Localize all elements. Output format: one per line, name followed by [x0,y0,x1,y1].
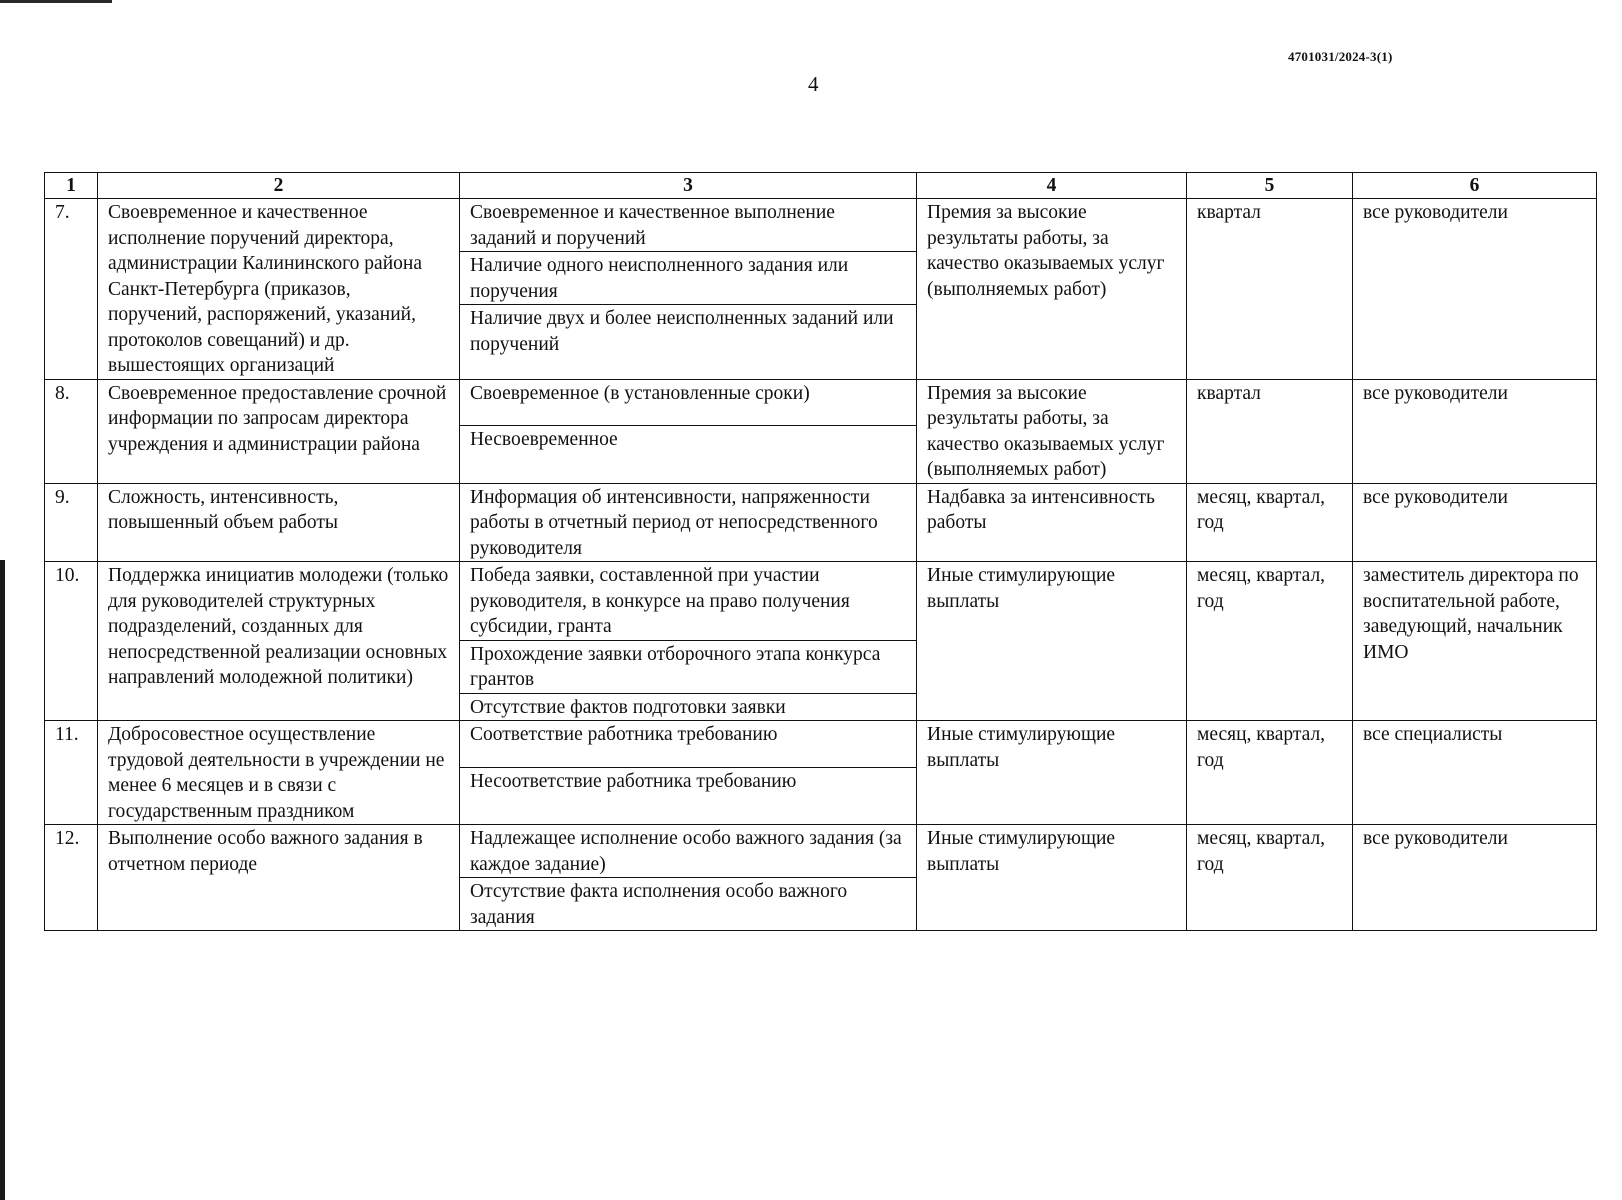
table-row [45,721,1597,825]
criterion-cell: Сложность, интенсивность, повышенный объем работы [98,483,460,562]
criterion-cell: Поддержка инициатив молодежи (только для руководителей структурных подразделений, созданных для непосредственной реализации основных направлений молодежной политики) [98,562,460,721]
row-number: 11. [45,721,98,825]
period-cell: квартал [1187,379,1353,483]
row-number: 9. [45,483,98,562]
table-row [45,562,1597,721]
recipients-cell: все руководители [1353,483,1597,562]
condition-item: Информация об интенсивности, напряженности работы в отчетный период от непосредственного руководителя [460,483,917,562]
period-cell: месяц, квартал, год [1187,721,1353,825]
payment-type-cell: Премия за высокие результаты работы, за качество оказываемых услуг (выполняемых работ) [917,379,1187,483]
period-cell: квартал [1187,199,1353,380]
conditions-cell [460,825,917,931]
conditions-list [460,562,916,720]
conditions-list [460,199,916,357]
conditions-cell [460,562,917,721]
recipients-cell: заместитель директора по воспитательной работе, заведующий, начальник ИМО [1353,562,1597,721]
period-cell: месяц, квартал, год [1187,562,1353,721]
period-cell: месяц, квартал, год [1187,825,1353,931]
row-number: 7. [45,199,98,380]
period-cell: месяц, квартал, год [1187,483,1353,562]
recipients-cell: все руководители [1353,379,1597,483]
criterion-cell: Своевременное и качественное исполнение поручений директора, администрации Калининского района Санкт-Петербурга (приказов, поручений, распоряжений, указаний, протоколов совещаний) и др. вышестоящих организаций [98,199,460,380]
recipients-cell: все специалисты [1353,721,1597,825]
table-row [45,825,1597,931]
table-row [45,483,1597,562]
table-row [45,199,1597,380]
criterion-cell: Выполнение особо важного задания в отчетном периоде [98,825,460,931]
header-col-3: 3 [460,173,917,199]
condition-item: Победа заявки, составленной при участии руководителя, в конкурсе на право получения субсидии, гранта [460,562,916,640]
conditions-list [460,825,916,930]
header-col-1: 1 [45,173,98,199]
header-col-2: 2 [98,173,460,199]
payment-type-cell: Надбавка за интенсивность работы [917,483,1187,562]
criterion-cell: Добросовестное осуществление трудовой деятельности в учреждении не менее 6 месяцев и в связи с государственным праздником [98,721,460,825]
document-id: 4701031/2024-3(1) [1288,49,1393,64]
conditions-list [460,721,916,794]
table-row [45,379,1597,483]
payment-type-cell: Иные стимулирующие выплаты [917,721,1187,825]
payment-type-cell: Иные стимулирующие выплаты [917,825,1187,931]
conditions-cell [460,721,917,825]
scan-artifact-left-edge [0,560,5,1200]
header-col-4: 4 [917,173,1187,199]
row-number: 12. [45,825,98,931]
criterion-cell: Своевременное предоставление срочной информации по запросам директора учреждения и администрации района [98,379,460,483]
recipients-cell: все руководители [1353,825,1597,931]
row-number: 10. [45,562,98,721]
header-row [45,173,1597,199]
condition-item: Своевременное (в установленные сроки) [460,380,916,426]
condition-item: Несоответствие работника требованию [470,770,797,792]
condition-item: Прохождение заявки отборочного этапа конкурса грантов [460,640,916,693]
header-col-6: 6 [1353,173,1597,199]
conditions-cell [460,379,917,483]
condition-item: Отсутствие фактов подготовки заявки [470,696,786,718]
condition-item: Своевременное и качественное выполнение заданий и поручений [460,199,916,252]
condition-item: Соответствие работника требованию [460,721,916,767]
payment-type-cell: Премия за высокие результаты работы, за качество оказываемых услуг (выполняемых работ) [917,199,1187,380]
row-number: 8. [45,379,98,483]
condition-item: Несвоевременное [470,429,618,450]
conditions-cell [460,199,917,380]
condition-item: Надлежащее исполнение особо важного задания (за каждое задание) [460,825,916,878]
header-col-5: 5 [1187,173,1353,199]
condition-item: Наличие одного неисполненного задания или поручения [460,252,916,305]
scan-artifact-top [0,0,112,3]
recipients-cell: все руководители [1353,199,1597,380]
criteria-table [44,172,1597,931]
conditions-list [460,380,916,453]
payment-type-cell: Иные стимулирующие выплаты [917,562,1187,721]
condition-item: Наличие двух и более неисполненных заданий или поручений [470,308,894,355]
page-number: 4 [808,72,819,96]
condition-item: Отсутствие факта исполнения особо важного задания [470,881,848,928]
